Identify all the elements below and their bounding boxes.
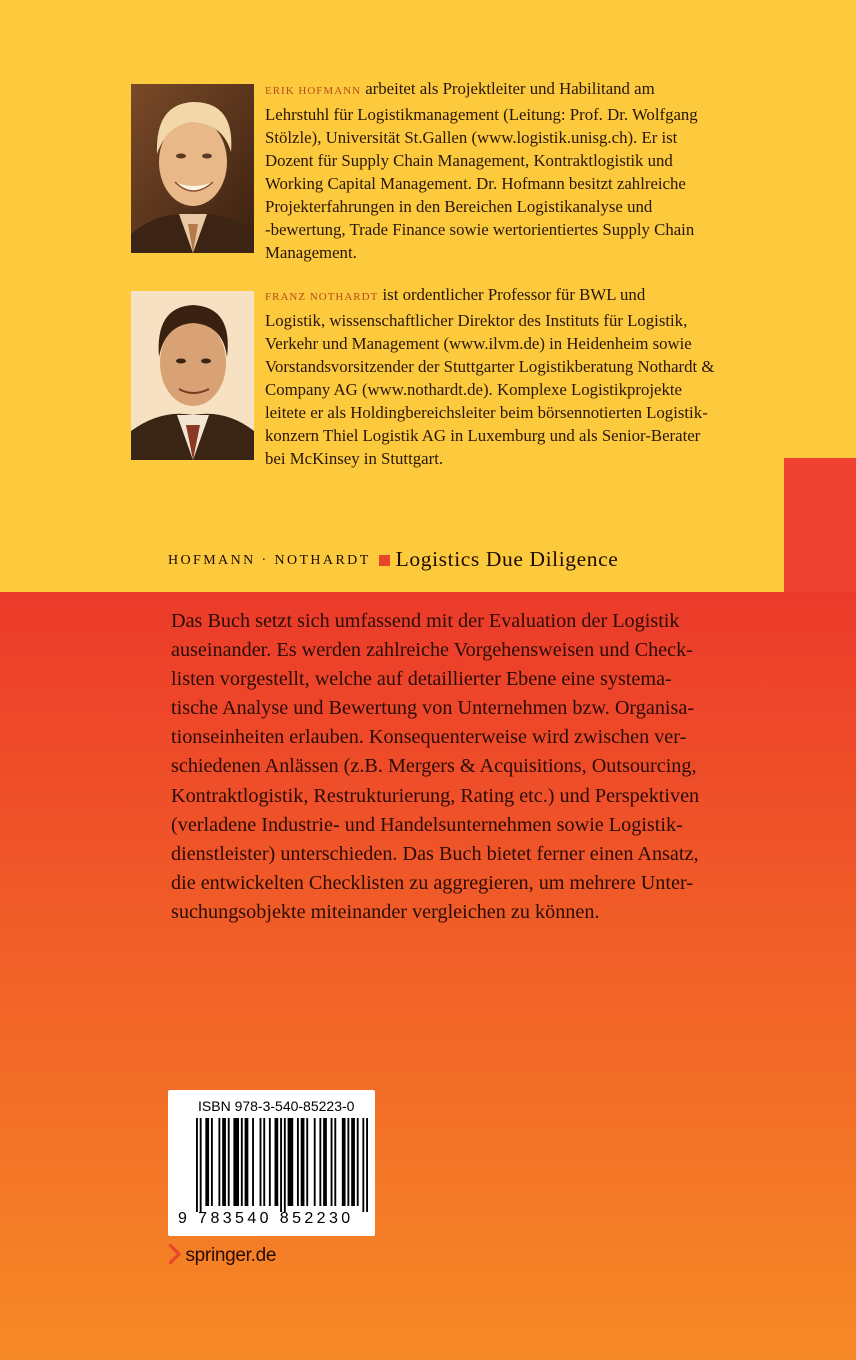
barcode-bar [357,1118,359,1206]
barcode-bar [331,1118,333,1206]
red-accent-tab [784,458,856,594]
barcode-bar [245,1118,249,1206]
bio-line: Logistik, wissenschaftlicher Direktor des Instituts für Logistik, [265,311,688,330]
author-name: ERIK HOFMANN [265,85,362,97]
square-bullet-icon [379,555,390,566]
blurb-line: tische Analyse und Bewertung von Unternehmen bzw. Organisa- [171,697,695,720]
bio-line: Lehrstuhl für Logistikmanagement (Leitung: Prof. Dr. Wolfgang [265,105,698,124]
barcode-bar [260,1118,262,1206]
blurb-line: schiedenen Anlässen (z.B. Mergers & Acquisitions, Outsourcing, [171,755,697,778]
blurb-line: tionseinheiten erlauben. Konsequenterweise wird zwischen ver- [171,726,687,749]
blurb-line: Kontraktlogistik, Restrukturierung, Rating etc.) und Perspektiven [171,784,700,807]
barcode-bar [196,1118,198,1212]
blurb-line: Das Buch setzt sich umfassend mit der Evaluation der Logistik [171,610,680,632]
barcode-bar [347,1118,349,1206]
bio-line: Dozent für Supply Chain Management, Kontraktlogistik und [265,151,673,170]
barcode-bar [323,1118,327,1206]
barcode-bar [314,1118,316,1206]
author-photo-hofmann [131,84,254,253]
bio-line: Verkehr und Management (www.ilvm.de) in Heidenheim sowie [265,334,692,353]
barcode-bar [218,1118,220,1206]
barcode-bar [362,1118,364,1212]
publisher-link[interactable] [169,1244,276,1267]
barcode-bar [288,1118,294,1206]
bio-first-line: ist ordentlicher Professor für BWL und [382,285,646,304]
bio-line [265,283,785,309]
barcode-bar [233,1118,239,1206]
book-title: Logistics Due Diligence [395,547,619,571]
publisher-url: springer.de [185,1245,277,1266]
barcode-bar [284,1118,286,1212]
isbn-barcode-box [168,1090,375,1236]
blurb-line: (verladene Industrie- und Handelsunternehmen sowie Logistik- [171,813,683,836]
barcode-bar [351,1118,355,1206]
barcode-bar [342,1118,346,1206]
bio-line: Vorstandsvorsitzender der Stuttgarter Logistikberatung Nothardt & [265,357,715,376]
barcode-bar [241,1118,243,1206]
portrait-photo [131,84,254,253]
bio-line: -bewertung, Trade Finance sowie wertorientiertes Supply Chain [265,220,695,239]
author-name: FRANZ NOTHARDT [265,291,379,303]
isbn-label: ISBN 978-3-540-85223-0 [198,1098,355,1114]
barcode-digits: 9 783540 852230 [178,1210,354,1227]
barcode-icon [196,1118,368,1212]
blurb-line: dienstleister) unterschieden. Das Buch bietet ferner einen Ansatz, [171,842,699,865]
bio-line: Management. [265,243,357,262]
bio-line: Stölzle), Universität St.Gallen (www.logistik.unisg.ch). Er ist [265,128,678,147]
bio-line: leitete er als Holdingbereichsleiter beim börsennotierten Logistik- [265,403,708,422]
barcode-bar [275,1118,279,1206]
barcode-bar [319,1118,321,1206]
barcode-bar [200,1118,202,1212]
bio-line: bei McKinsey in Stuttgart. [265,449,444,468]
bio-line: Company AG (www.nothardt.de). Komplexe Logistikprojekte [265,380,682,399]
barcode-bar [222,1118,226,1206]
author-photo-nothardt [131,291,254,460]
barcode-bar [301,1118,305,1206]
barcode-bar [297,1118,299,1206]
author-bio-nothardt [265,283,785,470]
author-bio-hofmann [265,77,785,264]
chevron-right-icon [169,1244,181,1264]
barcode-bar [280,1118,282,1212]
book-title-line [168,547,618,572]
barcode-bar [211,1118,213,1206]
barcode-bar [306,1118,308,1206]
bio-line: Projekterfahrungen in den Bereichen Logistikanalyse und [265,197,653,216]
barcode-bar [334,1118,336,1206]
barcode-bar [252,1118,254,1206]
barcode-bar [228,1118,230,1206]
barcode-bar [205,1118,209,1206]
bio-first-line: arbeitet als Projektleiter und Habilitand am [365,79,655,98]
blurb-line: suchungsobjekte miteinander vergleichen zu können. [171,900,600,923]
bio-line [265,77,785,103]
blurb-line: listen vorgestellt, welche auf detaillierter Ebene eine systema- [171,668,672,691]
title-authors: HOFMANN · NOTHARDT [168,553,371,568]
book-blurb [171,607,811,927]
barcode-bar [269,1118,271,1206]
portrait-photo [131,291,254,460]
blurb-line: die entwickelten Checklisten zu aggregieren, um mehrere Unter- [171,871,694,894]
blurb-line: auseinander. Es werden zahlreiche Vorgehensweisen und Check- [171,639,693,662]
bio-line: konzern Thiel Logistik AG in Luxemburg und als Senior-Berater [265,426,701,445]
barcode-bar [263,1118,265,1206]
barcode-bar [366,1118,368,1212]
bio-line: Working Capital Management. Dr. Hofmann besitzt zahlreiche [265,174,686,193]
